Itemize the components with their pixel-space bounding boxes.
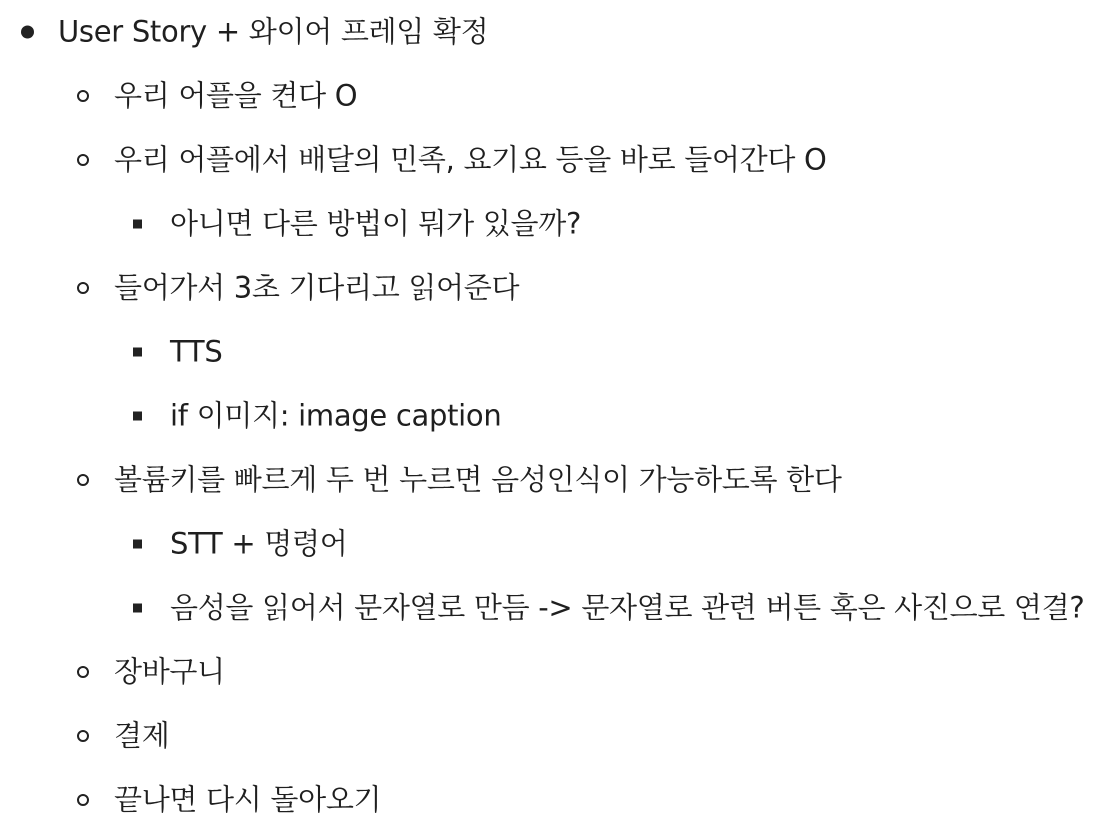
list-item-text: TTS: [170, 334, 223, 369]
list-item: [0, 768, 1108, 832]
disc-icon: [21, 26, 34, 39]
list-item-text: STT + 명령어: [170, 526, 348, 561]
square-icon: [133, 540, 142, 549]
list-item: [0, 0, 1108, 64]
list-item-text: 우리 어플에서 배달의 민족, 요기요 등을 바로 들어간다 O: [114, 142, 827, 177]
list-item-text: 결제: [114, 718, 170, 753]
circle-icon: [77, 730, 89, 742]
list-item: [0, 384, 1108, 448]
list-item-text: 끝나면 다시 돌아오기: [114, 782, 382, 817]
list-item-text: 아니면 다른 방법이 뭐가 있을까?: [170, 206, 582, 241]
square-icon: [133, 604, 142, 613]
list-item: [0, 320, 1108, 384]
square-icon: [133, 220, 142, 229]
list-item-text: if 이미지: image caption: [170, 398, 502, 433]
list-item: [0, 64, 1108, 128]
list-item: [0, 576, 1108, 640]
list-item-text: 볼륨키를 빠르게 두 번 누르면 음성인식이 가능하도록 한다: [114, 462, 842, 497]
list-item: [0, 128, 1108, 192]
list-item-text: 장바구니: [114, 654, 225, 689]
list-item: [0, 448, 1108, 512]
list-item: [0, 512, 1108, 576]
circle-icon: [77, 666, 89, 678]
list-item: [0, 256, 1108, 320]
list-item-text: 음성을 읽어서 문자열로 만듬 -> 문자열로 관련 버튼 혹은 사진으로 연결?: [170, 590, 1085, 625]
list-item: [0, 192, 1108, 256]
list-item: [0, 704, 1108, 768]
list-item-text: User Story + 와이어 프레임 확정: [58, 14, 489, 49]
circle-icon: [77, 474, 89, 486]
circle-icon: [77, 282, 89, 294]
list-item-text: 들어가서 3초 기다리고 읽어준다: [114, 270, 520, 305]
square-icon: [133, 348, 142, 357]
square-icon: [133, 412, 142, 421]
list-item-text: 우리 어플을 켠다 O: [114, 78, 358, 113]
circle-icon: [77, 154, 89, 166]
circle-icon: [77, 90, 89, 102]
circle-icon: [77, 794, 89, 806]
list-item: [0, 640, 1108, 704]
